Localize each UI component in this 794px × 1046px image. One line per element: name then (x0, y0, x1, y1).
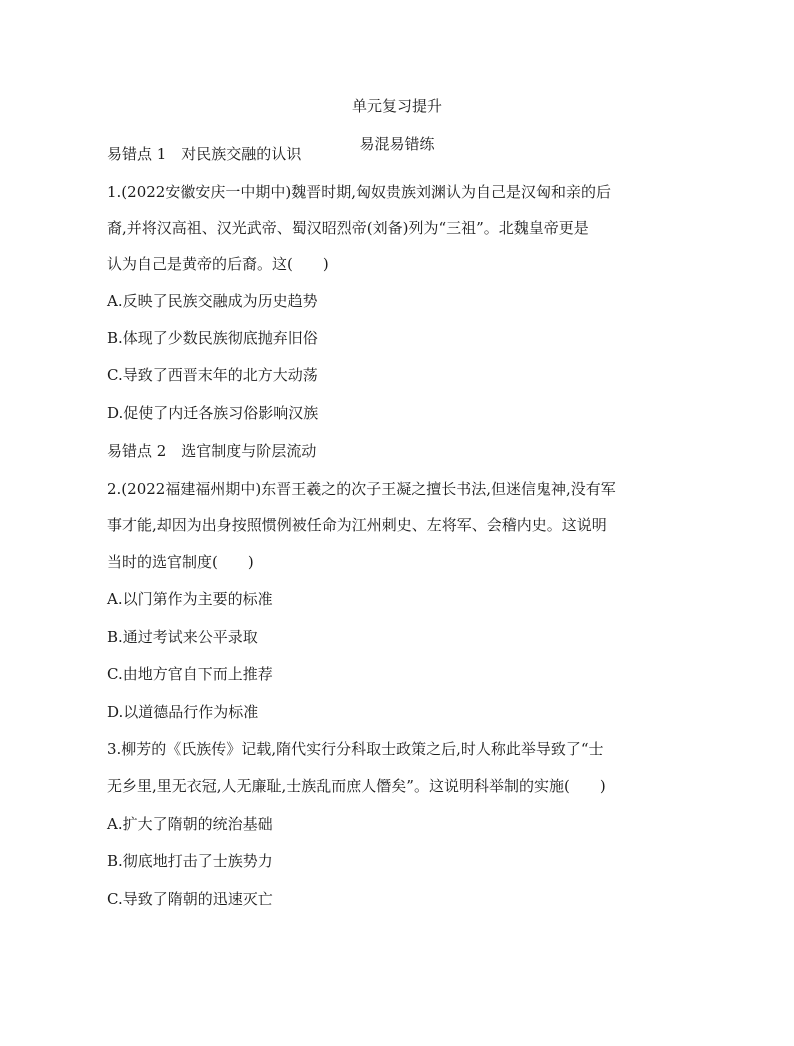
answer-option: A.以门第作为主要的标准 (107, 590, 273, 608)
section-heading: 易错点 1 对民族交融的认识 (107, 145, 302, 163)
answer-option: C.导致了隋朝的迅速灭亡 (107, 890, 273, 908)
question-stem-line: 2.(2022福建福州期中)东晋王羲之的次子王凝之擅长书法,但迷信鬼神,没有军 (107, 480, 616, 498)
question-stem-line: 认为自己是黄帝的后裔。这( ) (107, 255, 329, 273)
question-stem-line: 当时的选官制度( ) (107, 553, 254, 571)
answer-option: A.扩大了隋朝的统治基础 (107, 815, 273, 833)
answer-option: B.体现了少数民族彻底抛弃旧俗 (107, 329, 318, 347)
question-stem-line: 1.(2022安徽安庆一中期中)魏晋时期,匈奴贵族刘渊认为自己是汉匈和亲的后 (107, 183, 611, 201)
page-title: 单元复习提升 (351, 97, 442, 115)
answer-option: C.由地方官自下而上推荐 (107, 665, 273, 683)
answer-option: D.以道德品行作为标准 (107, 703, 259, 721)
question-stem-line: 3.柳芳的《氏族传》记载,隋代实行分科取士政策之后,时人称此举导致了“士 (107, 740, 604, 758)
answer-option: C.导致了西晋末年的北方大动荡 (107, 366, 318, 384)
answer-option: D.促使了内迁各族习俗影响汉族 (107, 404, 319, 422)
answer-option: A.反映了民族交融成为历史趋势 (107, 292, 318, 310)
answer-option: B.彻底地打击了士族势力 (107, 852, 273, 870)
question-stem-line: 事才能,却因为出身按照惯例被任命为江州刺史、左将军、会稽内史。这说明 (107, 516, 607, 534)
question-stem-line: 裔,并将汉高祖、汉光武帝、蜀汉昭烈帝(刘备)列为“三祖”。北魏皇帝更是 (107, 219, 589, 237)
section-heading: 易错点 2 选官制度与阶层流动 (107, 442, 317, 460)
answer-option: B.通过考试来公平录取 (107, 628, 258, 646)
question-stem-line: 无乡里,里无衣冠,人无廉耻,士族乱而庶人僭矣”。这说明科举制的实施( ) (107, 777, 606, 795)
page-subtitle: 易混易错练 (359, 135, 435, 153)
